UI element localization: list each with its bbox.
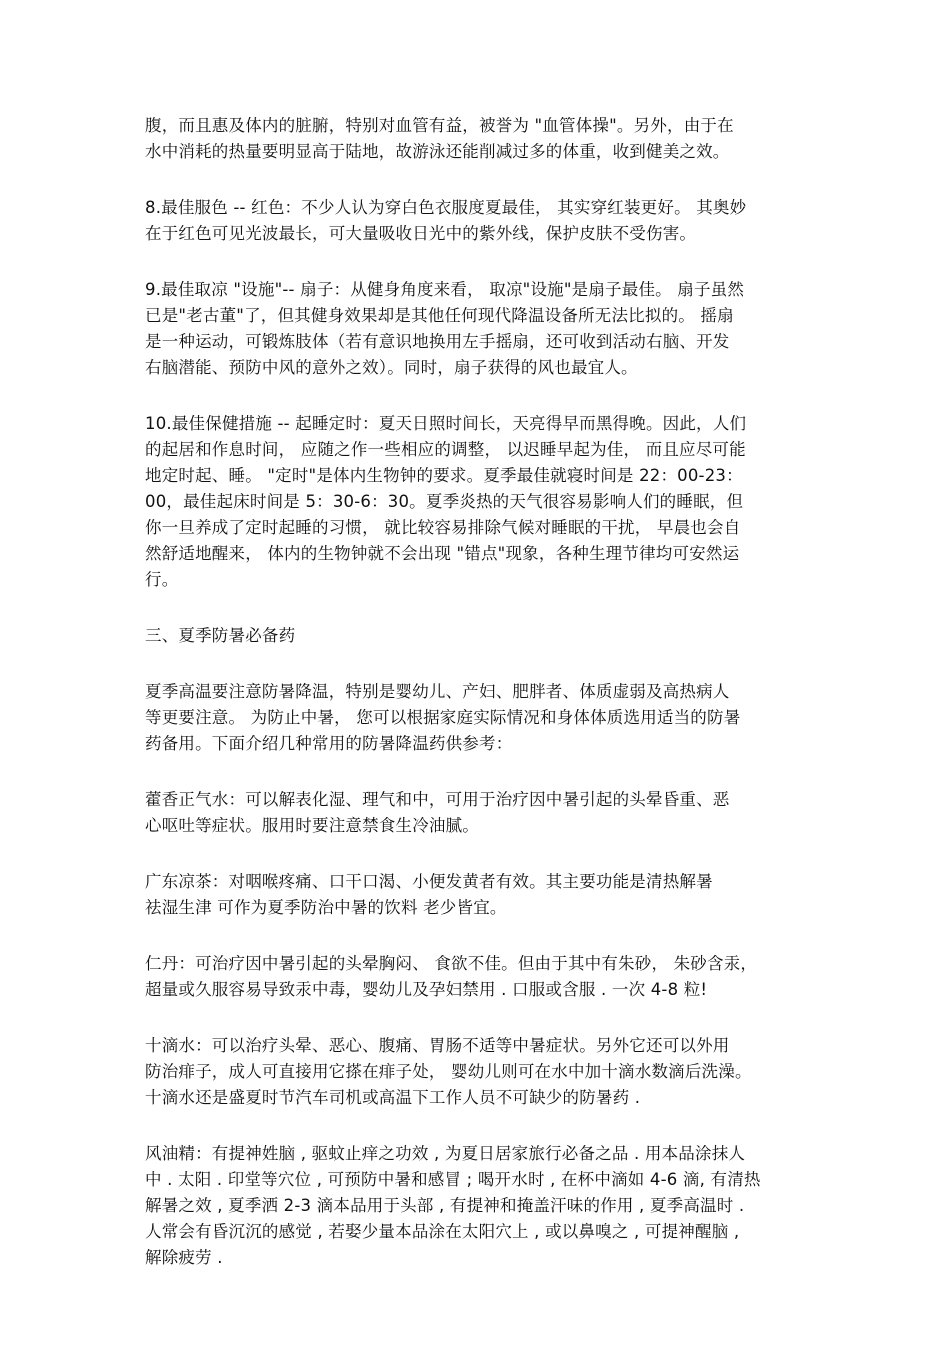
text-line: 地定时起、睡。 "定时"是体内生物钟的要求。夏季最佳就寝时间是 22：00-23： <box>145 466 743 485</box>
text-line: 右脑潜能、预防中风的意外之效）。同时，扇子获得的风也最宜人。 <box>145 358 638 377</box>
text-line: 行。 <box>145 570 179 589</box>
text-line: 解除疲劳 . <box>145 1248 223 1267</box>
text-line: 十滴水还是盛夏时节汽车司机或高温下工作人员不可缺少的防暑药 . <box>145 1088 641 1107</box>
text-line: 你一旦养成了定时起睡的习惯， 就比较容易排除气候对睡眠的干扰， 早晨也会自 <box>145 518 741 537</box>
text-line: 仁丹：可治疗因中暑引起的头晕胸闷、 食欲不佳。但由于其中有朱砂， 朱砂含汞， <box>145 954 758 973</box>
text-line: 心呕吐等症状。服用时要注意禁食生冷油腻。 <box>145 816 479 835</box>
text-line: 夏季高温要注意防暑降温，特别是婴幼儿、产妇、肥胖者、体质虚弱及高热病人 <box>145 682 730 701</box>
text-line: 祛湿生津 可作为夏季防治中暑的饮料 老少皆宜。 <box>145 898 507 917</box>
paragraph-intro <box>145 679 825 757</box>
paragraph-best-color <box>145 195 825 247</box>
text-line: 药备用。下面介绍几种常用的防暑降温药供参考： <box>145 734 513 753</box>
text-line: 然舒适地醒来， 体内的生物钟就不会出现 "错点"现象，各种生理节律均可安然运 <box>145 544 740 563</box>
text-line: 9.最佳取凉 "设施"-- 扇子：从健身角度来看， 取凉"设施"是扇子最佳。 扇子虽然 <box>145 280 745 299</box>
paragraph-best-health-measure <box>145 411 825 593</box>
text-line: 三、夏季防暑必备药 <box>145 626 296 645</box>
paragraph-shidishui <box>145 1033 825 1111</box>
text-line: 藿香正气水：可以解表化湿、理气和中，可用于治疗因中暑引起的头晕昏重、恶 <box>145 790 730 809</box>
paragraph-liangcha <box>145 869 825 921</box>
text-line: 8.最佳服色 -- 红色：不少人认为穿白色衣服度夏最佳， 其实穿红装更好。 其奥妙 <box>145 198 747 217</box>
text-line: 十滴水：可以治疗头晕、恶心、腹痛、胃肠不适等中暑症状。另外它还可以外用 <box>145 1036 730 1055</box>
text-line: 超量或久服容易导致汞中毒，婴幼儿及孕妇禁用 . 口服或含服 . 一次 4-8 粒! <box>145 980 708 999</box>
text-line: 10.最佳保健措施 -- 起睡定时：夏天日照时间长，天亮得早而黑得晚。因此，人们 <box>145 414 747 433</box>
text-line: 腹，而且惠及体内的脏腑，特别对血管有益，被誉为 "血管体操"。另外，由于在 <box>145 116 734 135</box>
text-line: 的起居和作息时间， 应随之作一些相应的调整， 以迟睡早起为佳， 而且应尽可能 <box>145 440 746 459</box>
paragraph-fengyoujing <box>145 1141 825 1271</box>
text-line: 广东凉茶：对咽喉疼痛、口干口渴、小便发黄者有效。其主要功能是清热解暑 <box>145 872 713 891</box>
text-line: 是一种运动，可锻炼肢体（若有意识地换用左手摇扇，还可收到活动右脑、开发 <box>145 332 730 351</box>
text-line: 在于红色可见光波最长，可大量吸收日光中的紫外线，保护皮肤不受伤害。 <box>145 224 697 243</box>
paragraph-rendan <box>145 951 825 1003</box>
text-line: 等更要注意。 为防止中暑， 您可以根据家庭实际情况和身体体质选用适当的防暑 <box>145 708 741 727</box>
paragraph-best-cooling <box>145 277 825 381</box>
paragraph-huoxiang <box>145 787 825 839</box>
text-line: 水中消耗的热量要明显高于陆地，故游泳还能削减过多的体重，收到健美之效。 <box>145 142 730 161</box>
text-line: 防治痱子，成人可直接用它搽在痱子处， 婴幼儿则可在水中加十滴水数滴后洗澡。 <box>145 1062 752 1081</box>
paragraph-swimming-tail <box>145 113 825 165</box>
paragraph-section-heading <box>145 623 825 649</box>
text-line: 人常会有昏沉沉的感觉 , 若娶少量本品涂在太阳穴上 , 或以鼻嗅之 , 可提神醒脑 , <box>145 1222 740 1241</box>
text-line: 中 . 太阳 . 印堂等穴位 , 可预防中暑和感冒 ; 喝开水时 , 在杯中滴如 4-6 滴, 有清热 <box>145 1170 761 1189</box>
text-line: 00，最佳起床时间是 5：30-6：30。夏季炎热的天气很容易影响人们的睡眠，但 <box>145 492 744 511</box>
text-line: 解暑之效 , 夏季洒 2-3 滴本品用于头部 , 有提神和掩盖汗味的作用 , 夏季高温时 . <box>145 1196 745 1215</box>
text-line: 风油精：有提神姓脑 , 驱蚊止痒之功效 , 为夏日居家旅行必备之品 . 用本品涂抹人 <box>145 1144 746 1163</box>
text-line: 已是"老古董"了，但其健身效果却是其他任何现代降温设备所无法比拟的。 摇扇 <box>145 306 734 325</box>
document-body <box>145 113 825 1301</box>
